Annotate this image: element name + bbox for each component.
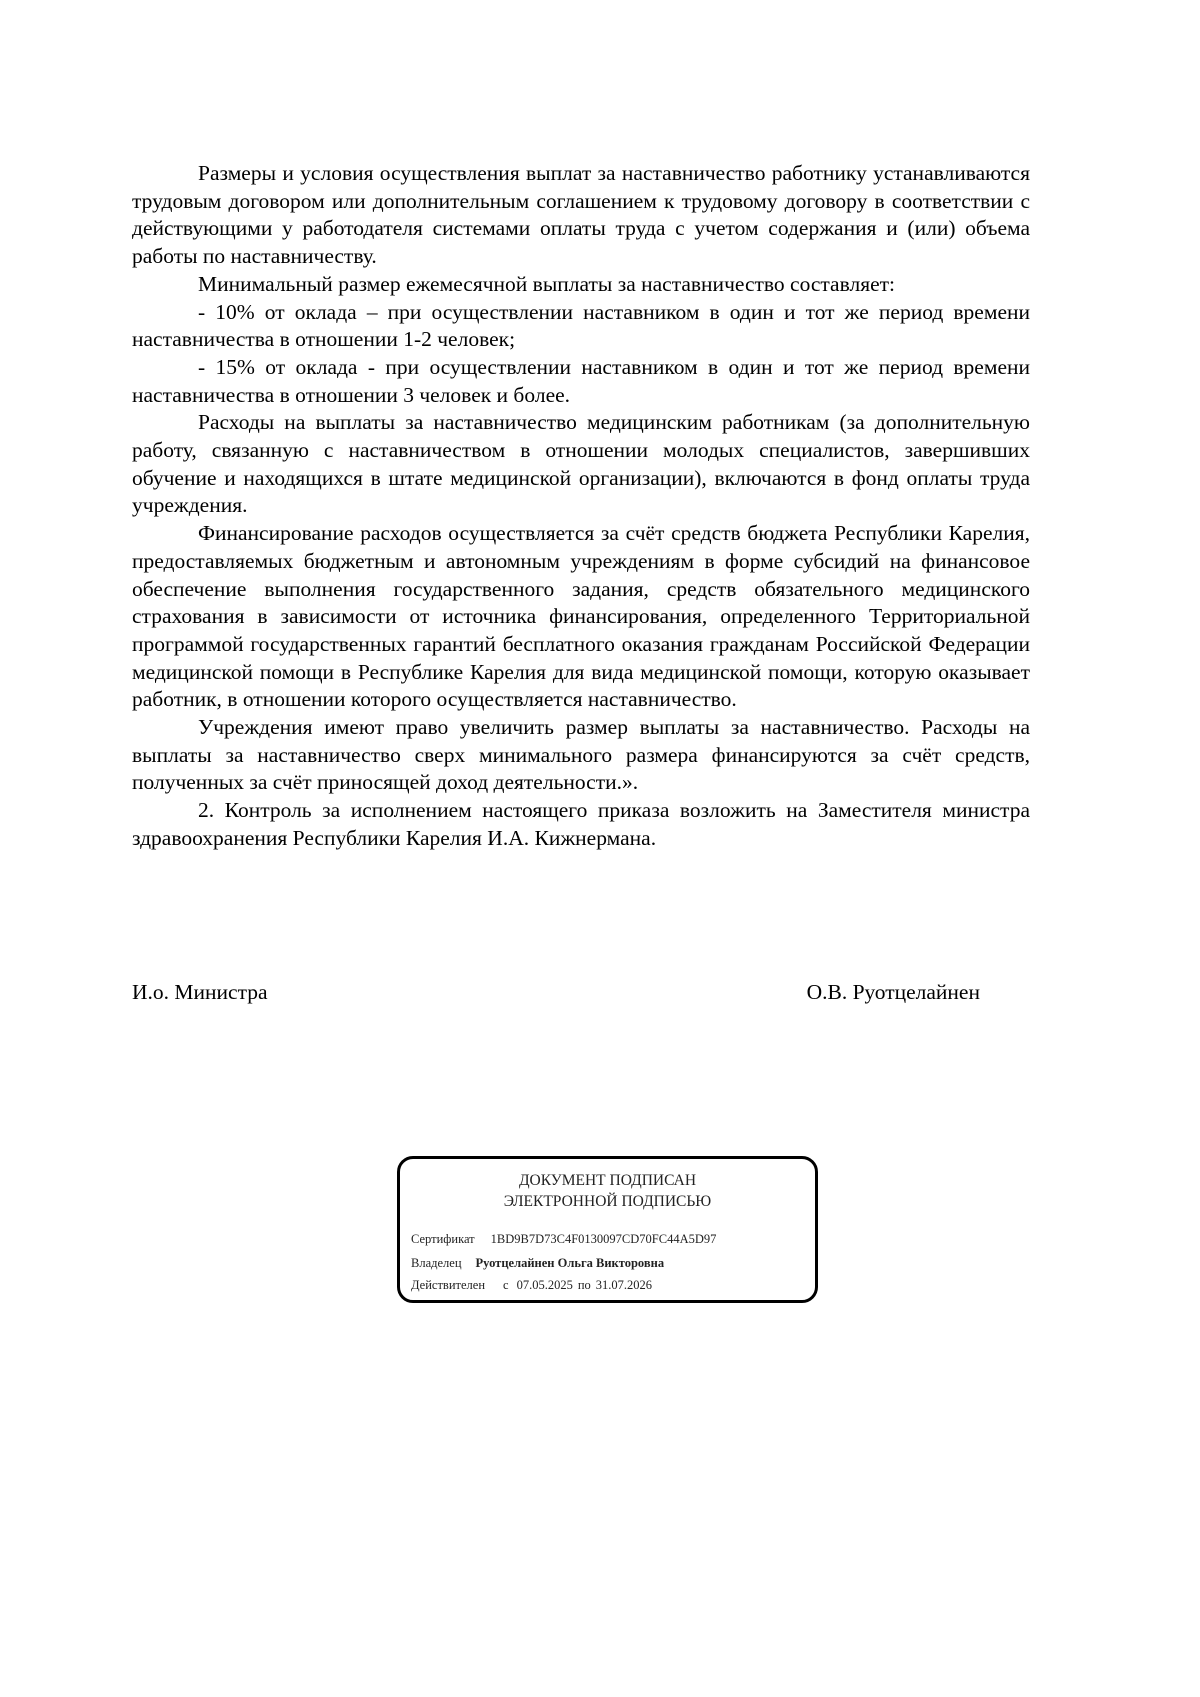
validity-to-date: 31.07.2026 <box>595 1278 653 1292</box>
stamp-heading <box>400 1170 815 1212</box>
signature-block <box>132 979 980 1009</box>
stamp-validity-row <box>411 1277 652 1293</box>
paragraph-financing: Финансирование расходов осуществляется за счёт средств бюджета Республики Карелия, предоставляемых бюджетным и автономным учреждениям в форме субсидий на финансовое обеспечение выполнения государственного задания, средств обязательного медицинского страхования в зависимости от источника финансирования, определенного Территориальной программой государственных гарантий бесплатного оказания гражданам Российской Федерации медицинской помощи в Республике Карелия для вида медицинской помощи, которую оказывает работник, в отношении которого осуществляется наставничество. <box>132 521 1030 712</box>
paragraph-control-clause: 2. Контроль за исполнением настоящего приказа возложить на Заместителя министра здравоохранения Республики Карелия И.А. Кижнермана. <box>132 798 1030 850</box>
certificate-label: Сертификат <box>411 1232 475 1246</box>
document-body <box>132 160 1030 853</box>
electronic-signature-stamp <box>397 1156 818 1303</box>
stamp-certificate-row <box>411 1231 716 1247</box>
validity-to-word: по <box>577 1278 591 1292</box>
owner-value: Руотцелайнен Ольга Викторовна <box>475 1256 665 1270</box>
paragraph-rate-15-percent: - 15% от оклада - при осуществлении наставником в один и тот же период времени наставничества в отношении 3 человек и более. <box>132 354 1030 407</box>
signatory-title: И.о. Министра <box>132 980 268 1004</box>
paragraph-minimum-payment: Минимальный размер ежемесячной выплаты за наставничество составляет: <box>198 271 895 296</box>
owner-label: Владелец <box>411 1256 462 1270</box>
certificate-value: 1BD9B7D73C4F0130097CD70FC44A5D97 <box>490 1232 717 1246</box>
paragraph-increase-right: Учреждения имеют право увеличить размер выплаты за наставничество. Расходы на выплаты за наставничество сверх минимального размера финансируются за счёт средств, полученных за счёт приносящей доход деятельности.». <box>132 715 1030 795</box>
paragraph-expenses: Расходы на выплаты за наставничество медицинским работникам (за дополнительную работу, связанную с наставничеством в отношении молодых специалистов, завершивших обучение и находящихся в штате медицинской организации), включаются в фонд оплаты труда учреждения. <box>132 410 1030 518</box>
stamp-heading-line-2: ЭЛЕКТРОННОЙ ПОДПИСЬЮ <box>503 1193 712 1210</box>
validity-from-date: 07.05.2025 <box>516 1278 573 1292</box>
stamp-heading-line-1: ДОКУМЕНТ ПОДПИСАН <box>518 1172 697 1189</box>
validity-from-word: с <box>503 1278 509 1292</box>
paragraph-rate-10-percent: - 10% от оклада – при осуществлении наставником в один и тот же период времени наставничества в отношении 1-2 человек; <box>132 299 1030 352</box>
stamp-owner-row <box>411 1255 664 1271</box>
validity-label: Действителен <box>411 1278 486 1292</box>
signatory-name: О.В. Руотцелайнен <box>806 980 980 1004</box>
paragraph-payment-terms: Размеры и условия осуществления выплат за наставничество работнику устанавливаются трудовым договором или дополнительным соглашением к трудовому договору в соответствии с действующими у работодателя системами оплаты труда с учетом содержания и (или) объема работы по наставничеству. <box>132 161 1030 269</box>
